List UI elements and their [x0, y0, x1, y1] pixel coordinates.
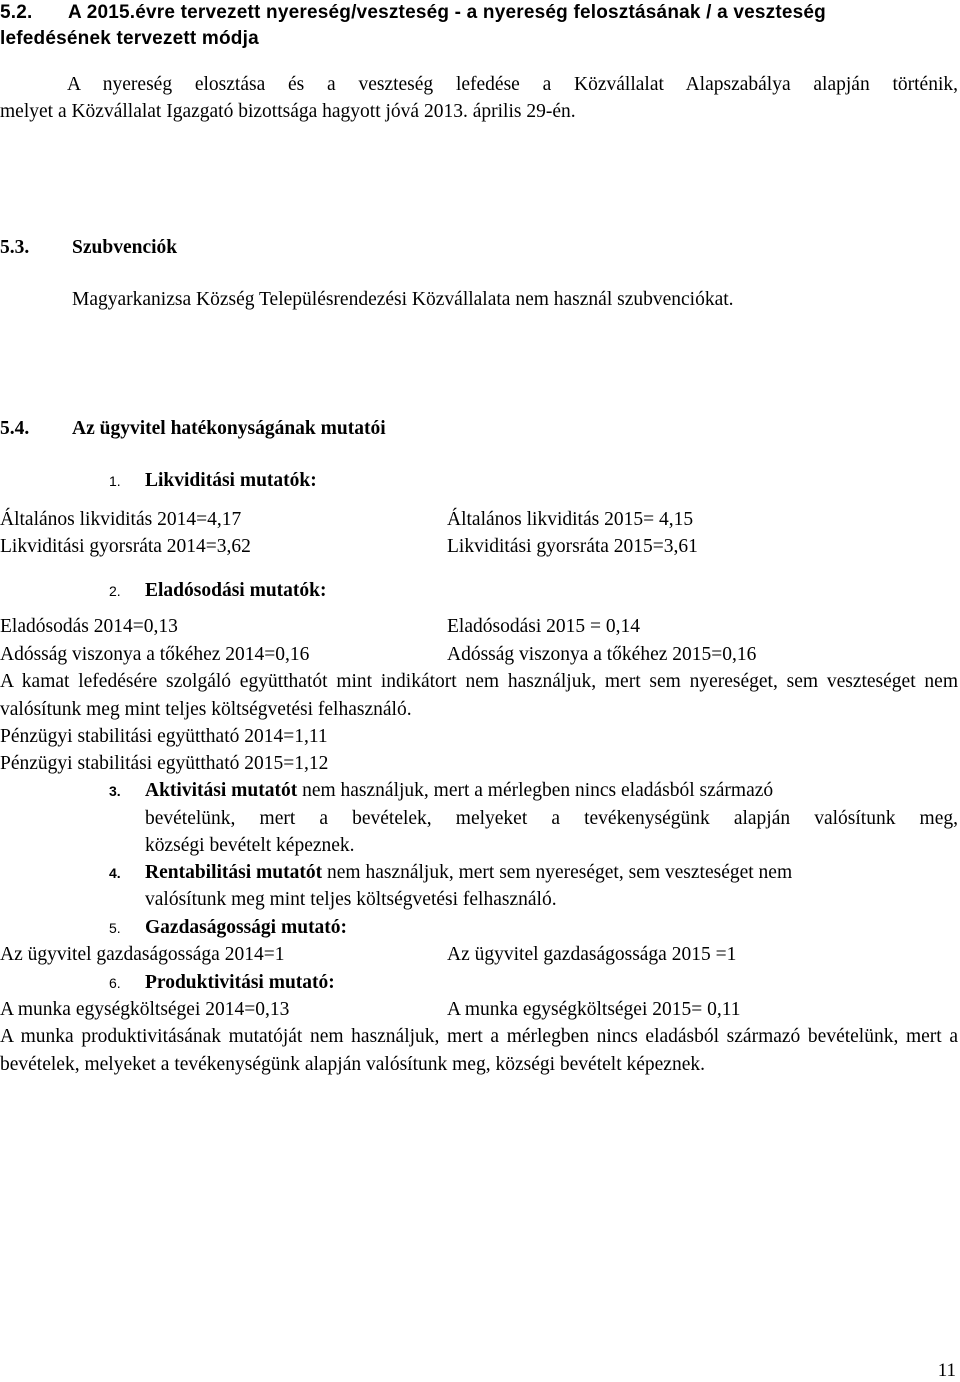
indicator-right: Az ügyvitel gazdaságossága 2015 =1	[447, 944, 737, 965]
indicator-left: Likviditási gyorsráta 2014=3,62	[0, 536, 251, 557]
section-number: 5.3.	[0, 237, 30, 258]
indicator-line: Pénzügyi stabilitási együttható 2014=1,11	[0, 726, 328, 747]
indicator-right: Általános likviditás 2015= 4,15	[447, 509, 694, 530]
indicator-row	[0, 941, 958, 968]
indicator-right: Adósság viszonya a tőkéhez 2015=0,16	[447, 644, 757, 665]
indicator-right: A munka egységköltségei 2015= 0,11	[447, 999, 741, 1020]
indicator-row	[0, 506, 958, 533]
list-text-line: bevételünk, mert a bevételek, melyeket a tevékenységünk alapján valósítunk meg,	[145, 808, 958, 829]
list-text: nem használjuk, mert sem nyereséget, sem veszteséget nem	[322, 862, 793, 883]
indicator-left: Az ügyvitel gazdaságossága 2014=1	[0, 944, 285, 965]
list-number: 5.	[109, 920, 121, 936]
indicator-right: Likviditási gyorsráta 2015=3,61	[447, 536, 698, 557]
indicator-row	[0, 641, 958, 668]
list-number: 3.	[109, 783, 121, 799]
indicator-left: A munka egységköltségei 2014=0,13	[0, 999, 290, 1020]
page-number: 11	[937, 1360, 956, 1381]
list-title: Gazdaságossági mutató:	[145, 917, 348, 938]
list-number: 6.	[109, 975, 121, 991]
list-item	[109, 859, 958, 887]
section-5-4-heading	[0, 416, 958, 442]
section-number: 5.4.	[0, 418, 30, 439]
list-item-heading	[109, 577, 327, 605]
section-title: Az ügyvitel hatékonyságának mutatói	[72, 418, 386, 439]
indicator-left: Általános likviditás 2014=4,17	[0, 509, 242, 530]
section-title-cont: lefedésének tervezett módja	[0, 28, 259, 49]
section-number: 5.2.	[0, 2, 33, 23]
indicator-line: Pénzügyi stabilitási együttható 2015=1,12	[0, 753, 329, 774]
list-title: Aktivitási mutatót	[145, 780, 298, 801]
list-number: 1.	[109, 473, 121, 489]
paragraph: A kamat lefedésére szolgáló együtthatót mint indikátort nem használjuk, mert sem nyereséget, sem veszteséget nem valósítunk meg mint teljes költségvetési felhasználó.	[0, 671, 958, 720]
list-text-line: községi bevételt képeznek.	[145, 835, 355, 856]
list-item-heading	[109, 914, 347, 942]
list-title: Likviditási mutatók:	[145, 470, 317, 491]
list-item-heading	[109, 467, 317, 495]
list-text-line: valósítunk meg mint teljes költségvetési felhasználó.	[145, 889, 557, 910]
paragraph-line: melyet a Közvállalat Igazgató bizottsága hagyott jóvá 2013. április 29-én.	[0, 101, 576, 122]
list-text: nem használjuk, mert a mérlegben nincs eladásból származó	[297, 780, 774, 801]
section-5-2-heading	[0, 0, 958, 26]
list-item	[109, 777, 958, 805]
section-5-3-heading	[0, 235, 958, 261]
section-title: Szubvenciók	[72, 237, 178, 258]
paragraph: Magyarkanizsa Község Településrendezési Közvállalata nem használ szubvenciókat.	[72, 289, 734, 310]
indicator-row	[0, 533, 958, 560]
list-title: Eladósodási mutatók:	[145, 580, 327, 601]
section-5-2-heading-cont	[0, 26, 958, 52]
list-title: Produktivitási mutató:	[145, 972, 335, 993]
list-number: 2.	[109, 583, 121, 599]
indicator-right: Eladósodási 2015 = 0,14	[447, 616, 640, 637]
list-number: 4.	[109, 865, 121, 881]
indicator-left: Eladósodás 2014=0,13	[0, 616, 178, 637]
list-item-heading	[109, 969, 335, 997]
indicator-left: Adósság viszonya a tőkéhez 2014=0,16	[0, 644, 310, 665]
indicator-row	[0, 613, 958, 640]
indicator-row	[0, 996, 958, 1023]
paragraph-line: A nyereség elosztása és a veszteség lefedése a Közvállalat Alapszabálya alapján történik,	[67, 74, 958, 95]
section-title: A 2015.évre tervezett nyereség/veszteség - a nyereség felosztásának / a veszteség	[68, 2, 826, 23]
list-title: Rentabilitási mutatót	[145, 862, 323, 883]
paragraph: A munka produktivitásának mutatóját nem használjuk, mert a mérlegben nincs eladásból származó bevételünk, mert a bevételek, melyeket a tevékenységünk alapján valósítunk meg, községi bevételt képeznek.	[0, 1026, 958, 1075]
